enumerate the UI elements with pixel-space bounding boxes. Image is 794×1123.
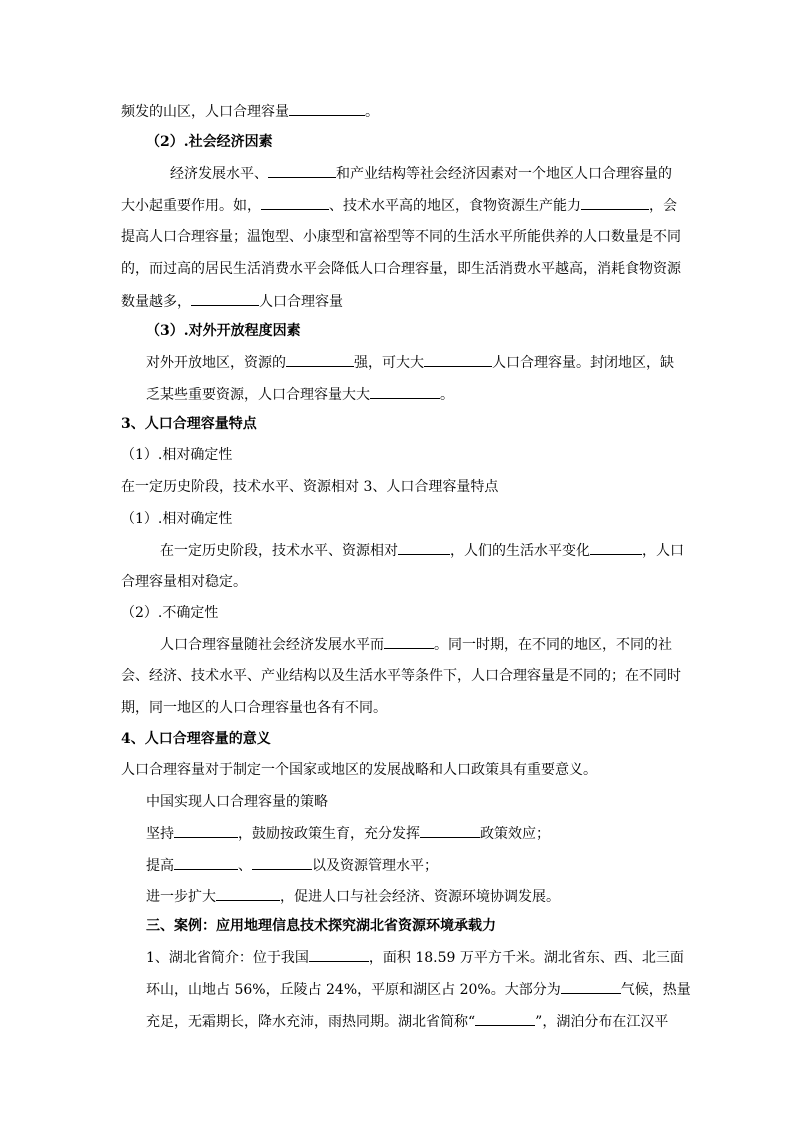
text-run: ，鼓励按政策生育，充分发挥 xyxy=(238,826,420,842)
text-run: 进一步扩大 xyxy=(146,889,216,905)
text-run: 3、人口合理容量特点 xyxy=(121,416,257,432)
text-run: 4、人口合理容量的意义 xyxy=(121,731,271,747)
line-24 xyxy=(146,823,550,844)
text-run: 。 xyxy=(440,387,454,403)
heading-social-economic xyxy=(146,132,273,152)
text-run: ，面积 18.59 万平方千米。湖北省东、西、北三面 xyxy=(368,950,684,966)
text-run: 会、经济、技术水平、产业结构以及生活水平等条件下，人口合理容量是不同的；在不同时 xyxy=(121,668,681,684)
line-28 xyxy=(146,947,684,968)
text-run: 提高 xyxy=(146,858,174,874)
line-15 xyxy=(160,540,684,561)
answer-blank xyxy=(191,291,259,306)
text-run: 的，而过高的居民生活消费水平会降低人口合理容量，即生活消费水平越高，消耗食物资源 xyxy=(121,261,681,277)
answer-blank xyxy=(174,855,238,870)
text-run: 数量越多， xyxy=(121,294,191,310)
text-run: 和产业结构等社会经济因素对一个地区人口合理容量的 xyxy=(336,166,672,182)
text-run: 坚持 xyxy=(146,826,174,842)
line-25 xyxy=(146,855,438,876)
text-run: ，会 xyxy=(649,198,677,214)
text-run: 中国实现人口合理容量的策略 xyxy=(146,794,328,810)
text-run: 、 xyxy=(238,858,252,874)
answer-blank xyxy=(370,384,440,399)
line-12 xyxy=(121,445,232,465)
text-run: ，人们的生活水平变化 xyxy=(450,543,590,559)
answer-blank xyxy=(268,163,336,178)
text-run: ，人口 xyxy=(642,543,684,559)
text-run: 环山，山地占 56%，丘陵占 24%，平原和湖区占 20%。大部分为 xyxy=(146,982,561,998)
text-run: （2）.社会经济因素 xyxy=(146,134,273,150)
text-run: 人口合理容量对于制定一个国家或地区的发展战略和人口政策具有重要意义。 xyxy=(121,762,597,778)
line-13 xyxy=(121,477,498,497)
line-10 xyxy=(146,384,454,405)
line-1 xyxy=(121,101,379,122)
text-run: 充足，无霜期长，降水充沛，雨热同期。湖北省简称“ xyxy=(146,1014,476,1030)
line-4 xyxy=(121,195,677,216)
line-30 xyxy=(146,1011,668,1032)
text-run: 、技术水平高的地区，食物资源生产能力 xyxy=(329,198,581,214)
text-run: （1）.相对确定性 xyxy=(121,511,233,527)
answer-blank xyxy=(309,947,369,962)
text-run: 频发的山区，人口合理容量 xyxy=(121,104,289,120)
line-23 xyxy=(146,792,328,812)
text-run: 强，可大大 xyxy=(354,355,424,371)
text-run: 经济发展水平、 xyxy=(170,166,268,182)
line-17 xyxy=(121,603,218,623)
line-6 xyxy=(121,259,681,279)
line-22 xyxy=(121,760,597,780)
line-29 xyxy=(146,979,691,1000)
answer-blank xyxy=(261,195,329,210)
text-run: 合理容量相对稳定。 xyxy=(121,574,247,590)
text-run: 三、案例：应用地理信息技术探究湖北省资源环境承载力 xyxy=(146,918,496,934)
text-run: 人口合理容量 xyxy=(259,294,343,310)
text-run: ，促进人口与社会经济、资源环境协调发展。 xyxy=(280,889,560,905)
answer-blank xyxy=(289,101,365,116)
text-run: （1）.相对确定性 xyxy=(121,447,233,463)
text-run: 大小起重要作用。如， xyxy=(121,198,261,214)
text-run: 乏某些重要资源，人口合理容量大大 xyxy=(146,387,370,403)
text-run: （3）.对外开放程度因素 xyxy=(146,323,301,339)
text-run: （2）.不确定性 xyxy=(121,605,219,621)
text-run: 期，同一地区的人口合理容量也各有不同。 xyxy=(121,700,387,716)
line-9 xyxy=(146,352,674,373)
answer-blank xyxy=(174,823,238,838)
answer-blank xyxy=(216,886,280,901)
text-run: 气候，热量 xyxy=(620,982,691,998)
line-14 xyxy=(121,509,232,529)
text-run: 。 xyxy=(365,104,379,120)
answer-blank xyxy=(475,1011,535,1026)
heading-opening xyxy=(146,321,301,341)
answer-blank xyxy=(424,352,492,367)
line-7 xyxy=(121,291,343,312)
line-20 xyxy=(121,698,387,718)
answer-blank xyxy=(398,540,450,555)
heading-case xyxy=(146,916,496,936)
line-16 xyxy=(121,572,247,592)
answer-blank xyxy=(286,352,354,367)
line-18 xyxy=(160,634,672,655)
text-run: 以及资源管理水平； xyxy=(312,858,438,874)
text-run: 提高人口合理容量；温饱型、小康型和富裕型等不同的生活水平所能供养的人口数量是不同 xyxy=(121,229,681,245)
text-run: 1、湖北省简介：位于我国 xyxy=(146,950,309,966)
text-run: 政策效应； xyxy=(480,826,550,842)
text-run: ”，湖泊分布在江汉平 xyxy=(535,1014,669,1030)
line-26 xyxy=(146,886,560,907)
line-19 xyxy=(121,666,681,686)
text-run: 对外开放地区，资源的 xyxy=(146,355,286,371)
text-run: 人口合理容量随社会经济发展水平而 xyxy=(160,637,384,653)
answer-blank xyxy=(420,823,480,838)
text-run: 人口合理容量。封闭地区，缺 xyxy=(492,355,674,371)
heading-3 xyxy=(121,414,257,434)
answer-blank xyxy=(252,855,312,870)
answer-blank xyxy=(581,195,649,210)
answer-blank xyxy=(384,634,434,649)
answer-blank xyxy=(561,979,621,994)
heading-4 xyxy=(121,729,271,749)
text-run: 在一定历史阶段，技术水平、资源相对 xyxy=(160,543,398,559)
text-run: 。同一时期，在不同的地区，不同的社 xyxy=(434,637,672,653)
text-run: 在一定历史阶段，技术水平、资源相对 3、人口合理容量特点 xyxy=(121,479,499,495)
line-3 xyxy=(170,163,672,184)
line-5 xyxy=(121,227,681,247)
answer-blank xyxy=(590,540,642,555)
